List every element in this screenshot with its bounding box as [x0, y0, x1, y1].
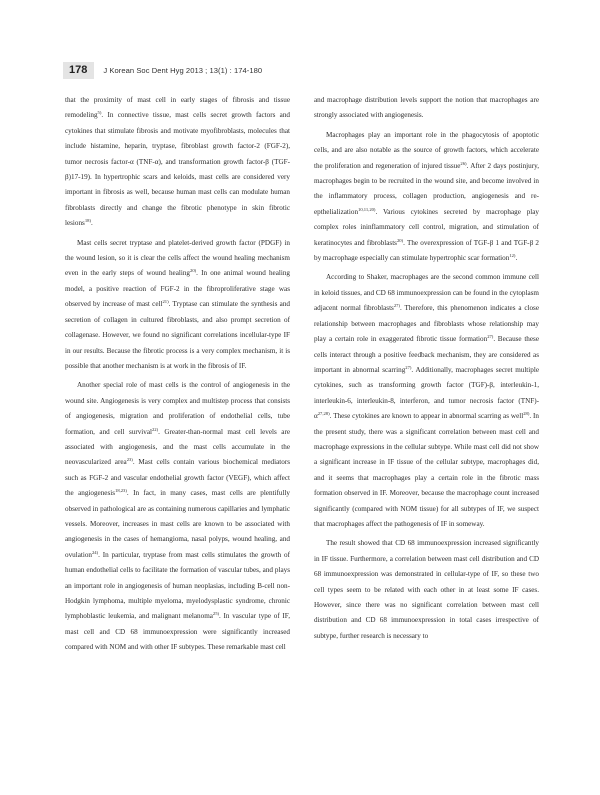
reference-marker: 27,28) [317, 411, 330, 417]
reference-marker: 25) [212, 611, 220, 617]
right-column [314, 93, 539, 644]
reference-marker: 20) [190, 268, 197, 274]
paragraph: that the proximity of mast cell in early stages of fibrosis and tissue remodeling$^{5)}$. In connective tissue, mast cells secret growth factors and cytokines that stimulate fibrosis and motivate myofibroblasts, molecules that include histamine, heparin, tryptase, fibroblast growth factor-2 (FGF-2), tumor necrosis factor-α (TNF-α), and transformation growth factor-β (TGF-β)17-19). In hypertrophic scars and keloids, mast cells are considered very important in fibrosis as well, because human mast cells can modulate human fibroblasts directly and change the fibrotic phenotype in skin fibrotic lesions$^{18)}$. [65, 96, 290, 228]
paragraph: and macrophage distribution levels support the notion that macrophages are strongly associated with angiogenesis. [314, 96, 539, 120]
reference-marker: 24) [91, 549, 99, 555]
reference-marker: 5) [97, 110, 102, 116]
journal-citation: J Korean Soc Dent Hyg 2013 ; 13(1) : 174-180 [103, 66, 263, 75]
paragraph: The result showed that CD 68 immunoexpression increased significantly in IF tissue. Furthermore, a correlation between mast cell distribution and CD 68 immunoexpression was demonstrated in cellular-type of IF, so these two cell types seem to be related with each other in at least some IF cases. However, since there was no significant correlation between mast cell distribution and CD 68 immunoexpression in total cases irrespective of subtype, further research is necessary to [314, 539, 539, 640]
reference-marker: 28) [523, 411, 530, 417]
left-column [65, 93, 290, 656]
page-number: 178 [63, 62, 94, 79]
reference-marker: 21) [162, 299, 169, 305]
reference-marker: 23) [126, 457, 133, 463]
reference-marker: 18) [84, 218, 91, 224]
paragraph: Another special role of mast cells is the control of angiogenesis in the wound site. Angiogenesis is very complex and multistep process that consists of angiogenesis, migration and proliferation of endothelial cells, tube formation, and cell survival$^{22)}$. Greater-than-normal mast cell levels are associated with angiogenesis, and the mast cells accumulate in the neovascularized area$^{23)}$. Mast cells contain various biochemical mediators such as FGF-2 and vascular endothelial growth factor (VEGF), which affect the angiogenesis$^{18,23)}$. In fact, in many cases, mast cells are plentifully observed in pathological are as containing numerous capillaries and lymphatic vessels. Moreover, increases in mast cells are known to be associated with angiogenesis in the cases of hemangioma, nasal polyps, wound healing, and ovulation$^{24)}$. In particular, tryptase from mast cells stimulates the growth of human endothelial cells to facilitate the formation of vascular tubes, and plays an important role in angiogenesis of human neoplasias, including B-cell non-Hodgkin lymphoma, multiple myeloma, myelodysplastic syndrome, chronic lymphoblastic leukemia, and malignant melanoma$^{25)}$. In vascular type of IF, mast cell and CD 68 immunoexpression were significantly increased compared with NOM and with other IF subtypes. These remarkable mast cell [65, 381, 290, 652]
paragraph: Macrophages play an important role in the phagocytosis of apoptotic cells, and are also notable as the source of growth factors, which accelerate the proliferation and regeneration of injured tissue$^{26)}$. After 2 days postinjury, macrophages begin to be recruited in the wound site, and become involved in the inflammatory process, collagen production, angiogenesis and re-epthelialization$^{10,11,20)}$. Various cytokines secreted by macrophage play complex roles ininflammatory cell control, migration, and stimulation of keratinocytes and fibroblasts$^{20)}$. The overexpression of TGF-β 1 and TGF-β 2 by macrophage especially can stimulate hypertrophic scar formation$^{12)}$. [314, 130, 539, 263]
reference-marker: 27) [405, 364, 412, 370]
reference-marker: 22) [152, 426, 159, 432]
reference-marker: 27) [487, 334, 494, 340]
reference-marker: 27) [393, 303, 400, 309]
reference-marker: 20) [396, 237, 404, 243]
reference-marker: 12) [509, 253, 516, 259]
reference-marker: 26) [460, 160, 467, 166]
paragraph: According to Shaker, macrophages are the second common immune cell in keloid tissues, and CD 68 immunoexpression can be found in the cytoplasm adjacent normal fibroblasts$^{27)}$. Therefore, this phenomenon indicates a close relationship between macrophages and fibroblasts whose relationship may play a certain role in exaggerated fibrotic tissue formation$^{27)}$. Because these cells interact through a positive feedback mechanism, they are considered as important in abnormal scarring$^{27)}$. Additionally, macrophages secret multiple cytokines, such as transforming growth factor (TGF)-β, interleukin-1, interleukin-6, interleukin-8, interferon, and tumor necrosis factor $(TNF)-\alpha^{27,28)}$. These cytokines are known to appear in abnormal scarring as well$^{28)}$. In the present study, there was a significant correlation between mast cell and macrophage expressions in the cellular subtype. While mast cell did not show a significant increase in IF tissue of the cellular subtype, macrophages did, and it seems that macrophages play a certain role in the fibrotic mass formation observed in IF. Moreover, because the macrophage count increased significantly (compared with NOM tissue) for all subtypes of IF, we suspect that macrophages affect the pathogenesis of IF in someway. [314, 273, 540, 528]
running-header [63, 62, 539, 79]
paragraph: Mast cells secret tryptase and platelet-derived growth factor (PDGF) in the wound lesion, so it is clear the cells affect the wound healing mechanism even in the early steps of wound healing$^{20)}$. In one animal wound healing model, a positive reaction of FGF-2 in the fibroproliferative stage was observed by increase of mast cell$^{21)}$. Tryptase can stimulate the synthesis and secretion of collagen in cultured fibroblasts, and also prompt secretion of collagenase. However, we found no significant correlations incellular-type IF in our results. Because the fibrotic process is a very complex mechanism, it is possible that another mechanism is at work in the fibrosis of IF. [65, 238, 290, 370]
reference-marker: 18,23) [115, 488, 127, 494]
reference-marker: 10,11,20) [358, 206, 376, 212]
